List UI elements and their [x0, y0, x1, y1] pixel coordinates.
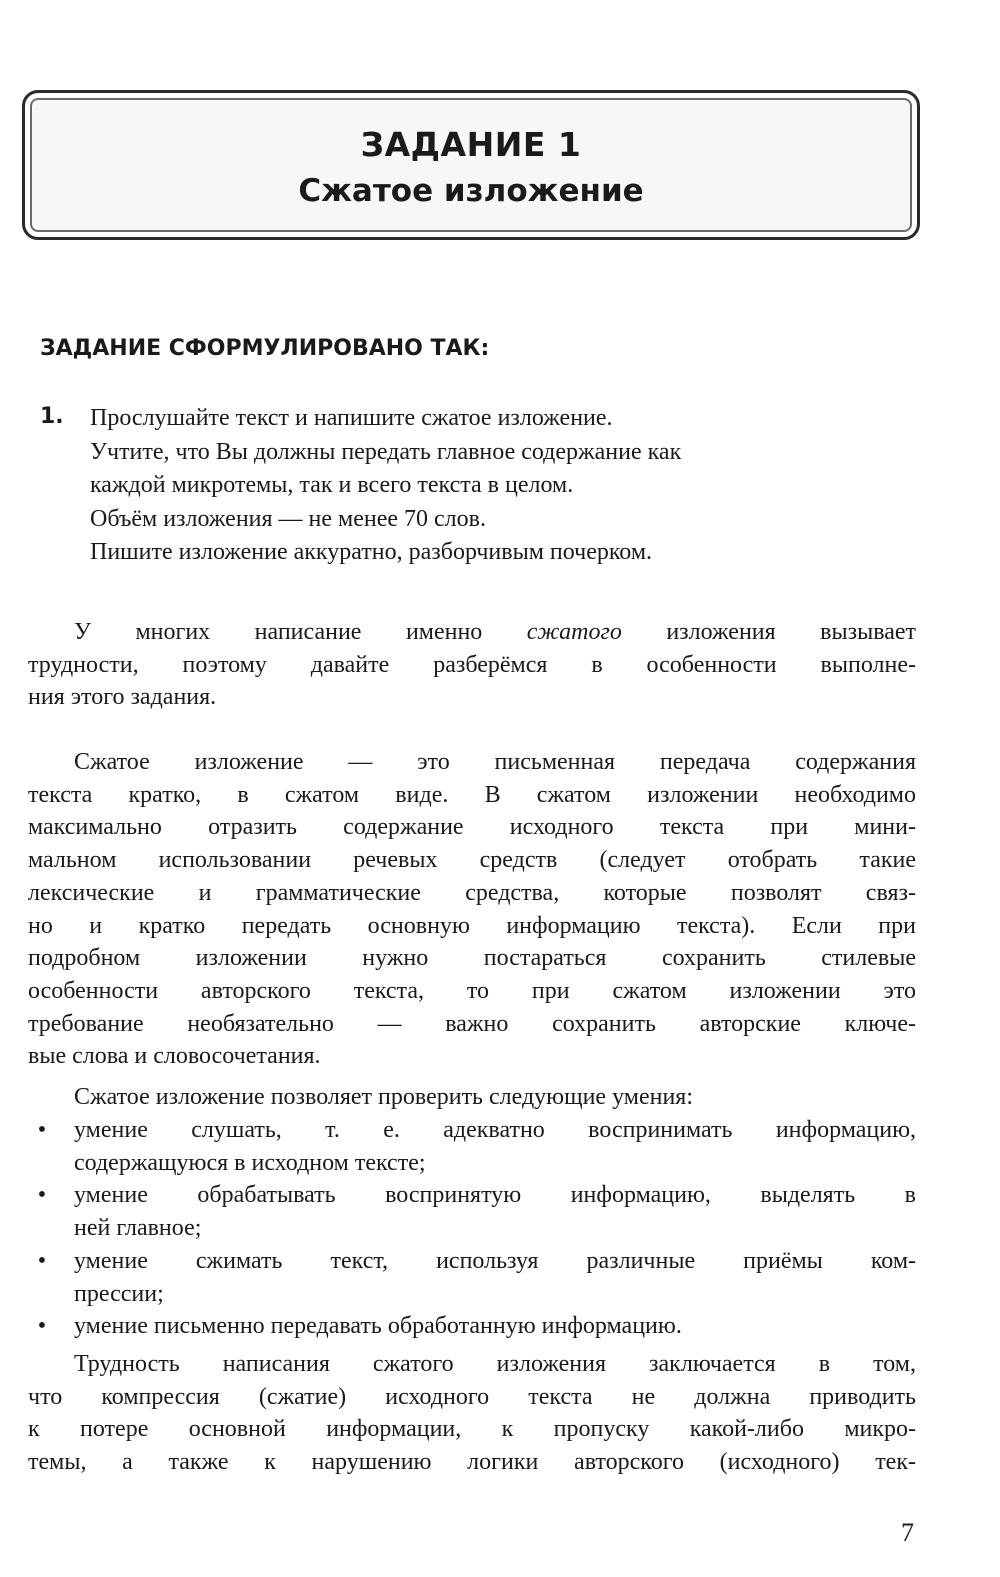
skills-intro — [28, 1081, 916, 1114]
difficulty-line: что компрессия (сжатие) исходного текста не должна приводить — [28, 1383, 916, 1410]
definition-paragraph — [28, 746, 916, 1073]
list-item-line: прессии; — [74, 1280, 164, 1307]
bullet-icon: • — [37, 1313, 47, 1340]
definition-line: вые слова и словосочетания. — [28, 1043, 321, 1070]
definition-line: Сжатое изложение — это письменная передача содержания — [74, 749, 916, 775]
list-item-line: умение обрабатывать воспринятую информацию, выделять в — [74, 1182, 916, 1209]
task-instructions — [90, 402, 910, 570]
difficulty-line: Трудность написания сжатого изложения заключается в том, — [74, 1351, 916, 1377]
skills-intro-line: Сжатое изложение позволяет проверить следующие умения: — [74, 1084, 693, 1110]
definition-line: подробном изложении нужно постараться сохранить стилевые — [28, 945, 916, 972]
intro-line-1 — [28, 616, 916, 649]
definition-line: но и кратко передать основную информацию текста). Если при — [28, 912, 916, 939]
task-line: Пишите изложение аккуратно, разборчивым почерком. — [90, 539, 653, 565]
task-line: Объём изложения — не менее 70 слов. — [90, 505, 486, 532]
intro-text: изложения вызывает — [666, 619, 917, 645]
intro-line-2: трудности, поэтому давайте разберёмся в особенности выполне- — [28, 651, 916, 678]
definition-line: особенности авторского текста, то при сжатом изложении это — [28, 977, 916, 1004]
difficulty-paragraph — [28, 1348, 916, 1479]
task-line: Учтите, что Вы должны передать главное содержание как — [90, 438, 682, 465]
list-item — [28, 1310, 916, 1343]
intro-text: У многих написание именно — [74, 619, 483, 645]
task-subtitle: Сжатое изложение — [298, 173, 644, 209]
bullet-icon: • — [37, 1247, 47, 1274]
task-line: Прослушайте текст и напишите сжатое изложение. — [90, 405, 613, 431]
bullet-icon: • — [37, 1182, 47, 1209]
definition-line: текста кратко, в сжатом виде. В сжатом изложении необходимо — [28, 781, 916, 808]
list-item-line: содержащуюся в исходном тексте; — [74, 1149, 426, 1176]
definition-line: лексические и грамматические средства, которые позволят связ- — [28, 879, 916, 906]
page-number: 7 — [901, 1518, 914, 1547]
task-number: 1. — [40, 404, 64, 429]
list-item-line: умение слушать, т. е. адекватно воспринимать информацию, — [74, 1117, 916, 1143]
intro-line-3: ния этого задания. — [28, 684, 217, 711]
task-line: каждой микротемы, так и всего текста в целом. — [90, 472, 574, 498]
difficulty-line: темы, а также к нарушению логики авторского (исходного) тек- — [28, 1449, 916, 1476]
list-item-line: умение письменно передавать обработанную информацию. — [74, 1313, 682, 1340]
list-item — [28, 1245, 916, 1310]
list-item-line: умение сжимать текст, используя различные приёмы ком- — [74, 1247, 916, 1274]
task-title: ЗАДАНИЕ 1 — [360, 125, 582, 164]
header-frame — [22, 90, 920, 240]
section-heading: ЗАДАНИЕ СФОРМУЛИРОВАНО ТАК: — [40, 336, 490, 361]
difficulty-line: к потере основной информации, к пропуску какой-либо микро- — [28, 1416, 916, 1443]
skills-list — [28, 1114, 916, 1343]
definition-line: требование необязательно — важно сохранить авторские ключе- — [28, 1010, 916, 1037]
list-item — [28, 1114, 916, 1179]
list-item-line: ней главное; — [74, 1215, 202, 1242]
bullet-icon: • — [37, 1117, 47, 1143]
list-item — [28, 1179, 916, 1244]
definition-line: мальном использовании речевых средств (следует отобрать такие — [28, 847, 916, 874]
definition-line: максимально отразить содержание исходного текста при мини- — [28, 814, 916, 841]
intro-emphasis: сжатого — [526, 619, 622, 645]
intro-paragraph — [28, 616, 916, 714]
